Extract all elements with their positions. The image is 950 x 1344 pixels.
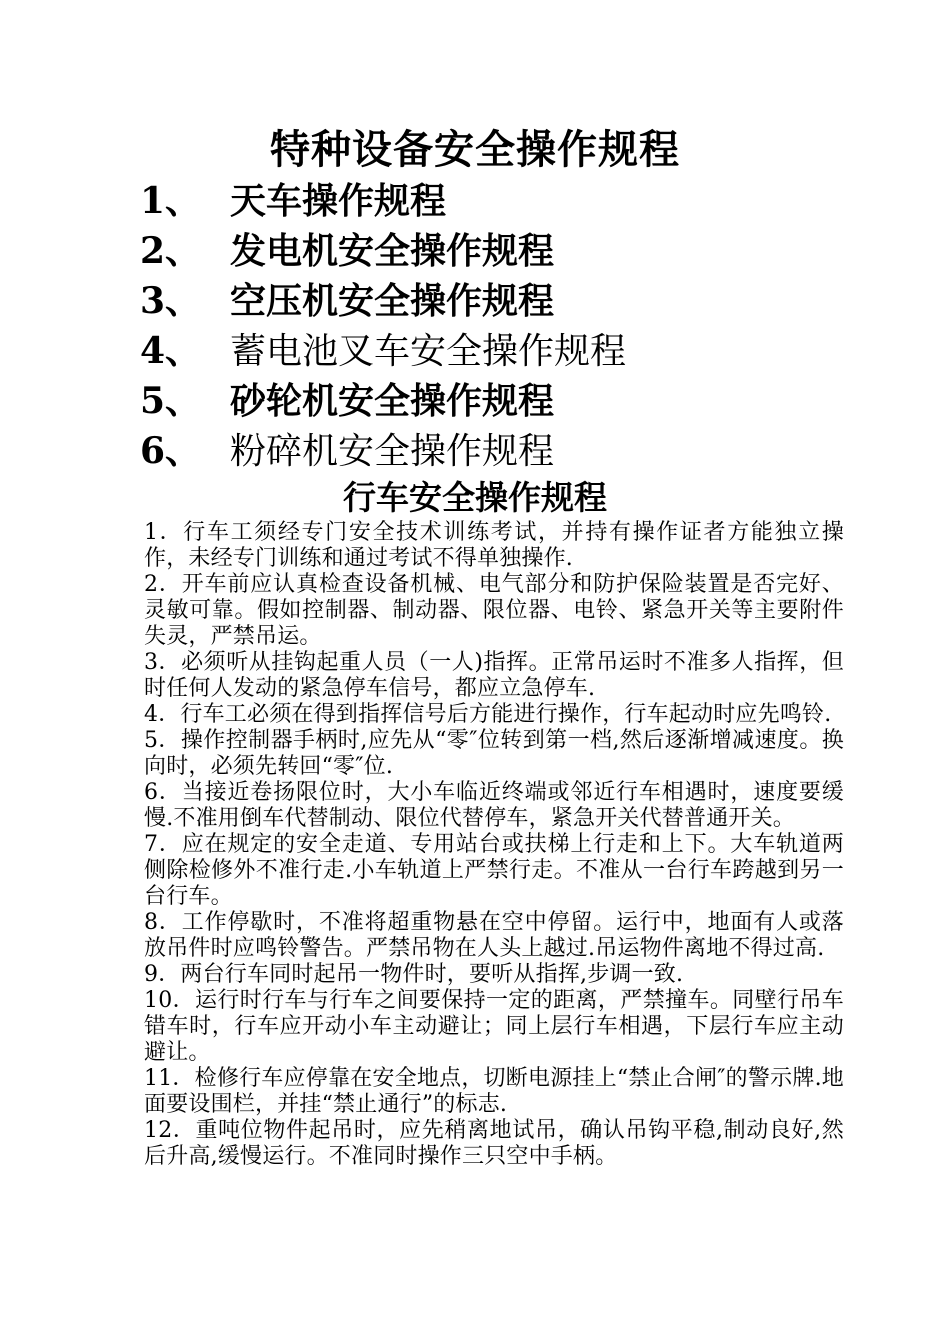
- rule-item: 5．操作控制器手柄时,应先从“零″位转到第一档,然后逐渐增减速度。换向时，必须先转回“零″位.: [144, 728, 844, 779]
- document-title: 特种设备安全操作规程: [270, 126, 680, 173]
- toc-item: [140, 226, 860, 276]
- toc-item: [140, 276, 860, 326]
- toc-item: [140, 376, 860, 426]
- table-of-contents: [140, 176, 860, 476]
- toc-item-text: 砂轮机安全操作规程: [230, 380, 555, 422]
- rule-item: 4．行车工必须在得到指挥信号后方能进行操作，行车起动时应先鸣铃.: [144, 702, 832, 727]
- toc-item-text: 天车操作规程: [230, 180, 447, 222]
- toc-item-number: 6、: [140, 430, 202, 472]
- rule-item: 7．应在规定的安全走道、专用站台或扶梯上行走和上下。大车轨道两侧除检修外不准行走.小车轨道上严禁行走。不准从一台行车跨越到另一台行车。: [144, 832, 844, 909]
- rule-item: 8．工作停歇时，不准将超重物悬在空中停留。运行中，地面有人或落放吊件时应鸣铃警告。严禁吊物在人头上越过.吊运物件离地不得过高.: [144, 910, 844, 961]
- toc-item-number: 4、: [140, 330, 202, 372]
- toc-item-number: 5、: [140, 380, 202, 422]
- rule-item: 1．行车工须经专门安全技术训练考试，并持有操作证者方能独立操作，未经专门训练和通过考试不得单独操作.: [144, 520, 844, 571]
- rule-item: 11．检修行车应停靠在安全地点，切断电源挂上“禁止合闸″的警示牌.地面要设围栏，并挂“禁止通行”的标志.: [144, 1066, 844, 1117]
- toc-item-number: 2、: [140, 230, 202, 272]
- toc-item: [140, 176, 860, 226]
- toc-item: [140, 426, 860, 476]
- toc-item-text: 粉碎机安全操作规程: [230, 431, 555, 472]
- rule-item: 10．运行时行车与行车之间要保持一定的距离，严禁撞车。同壁行吊车错车时，行车应开动小车主动避让；同上层行车相遇，下层行车应主动避让。: [144, 988, 844, 1065]
- rule-item: 6．当接近卷扬限位时，大小车临近终端或邻近行车相遇时，速度要缓慢.不准用倒车代替制动、限位代替停车，紧急开关代替普通开关。: [144, 780, 844, 831]
- toc-item-number: 1、: [140, 180, 202, 222]
- rule-item: 2．开车前应认真检查设备机械、电气部分和防护保险装置是否完好、灵敏可靠。假如控制器、制动器、限位器、电铃、紧急开关等主要附件失灵，严禁吊运。: [144, 572, 844, 649]
- toc-item-number: 3、: [140, 280, 202, 322]
- rule-item: 3．必须听从挂钩起重人员（一人)指挥。正常吊运时不准多人指挥，但时任何人发动的紧急停车信号，都应立急停车.: [144, 650, 844, 701]
- toc-item: [140, 326, 860, 376]
- rules-list: [144, 520, 844, 1170]
- toc-item-text: 空压机安全操作规程: [230, 280, 555, 322]
- toc-item-text: 发电机安全操作规程: [230, 230, 555, 272]
- rule-item: 12．重吨位物件起吊时，应先稍离地试吊，确认吊钩平稳,制动良好,然后升高,缓慢运行。不准同时操作三只空中手柄。: [144, 1118, 844, 1169]
- rule-item: 9．两台行车同时起吊一物件时，要听从指挥,步调一致.: [144, 962, 684, 987]
- toc-item-text: 蓄电池叉车安全操作规程: [230, 331, 627, 372]
- section-title: 行车安全操作规程: [343, 478, 607, 517]
